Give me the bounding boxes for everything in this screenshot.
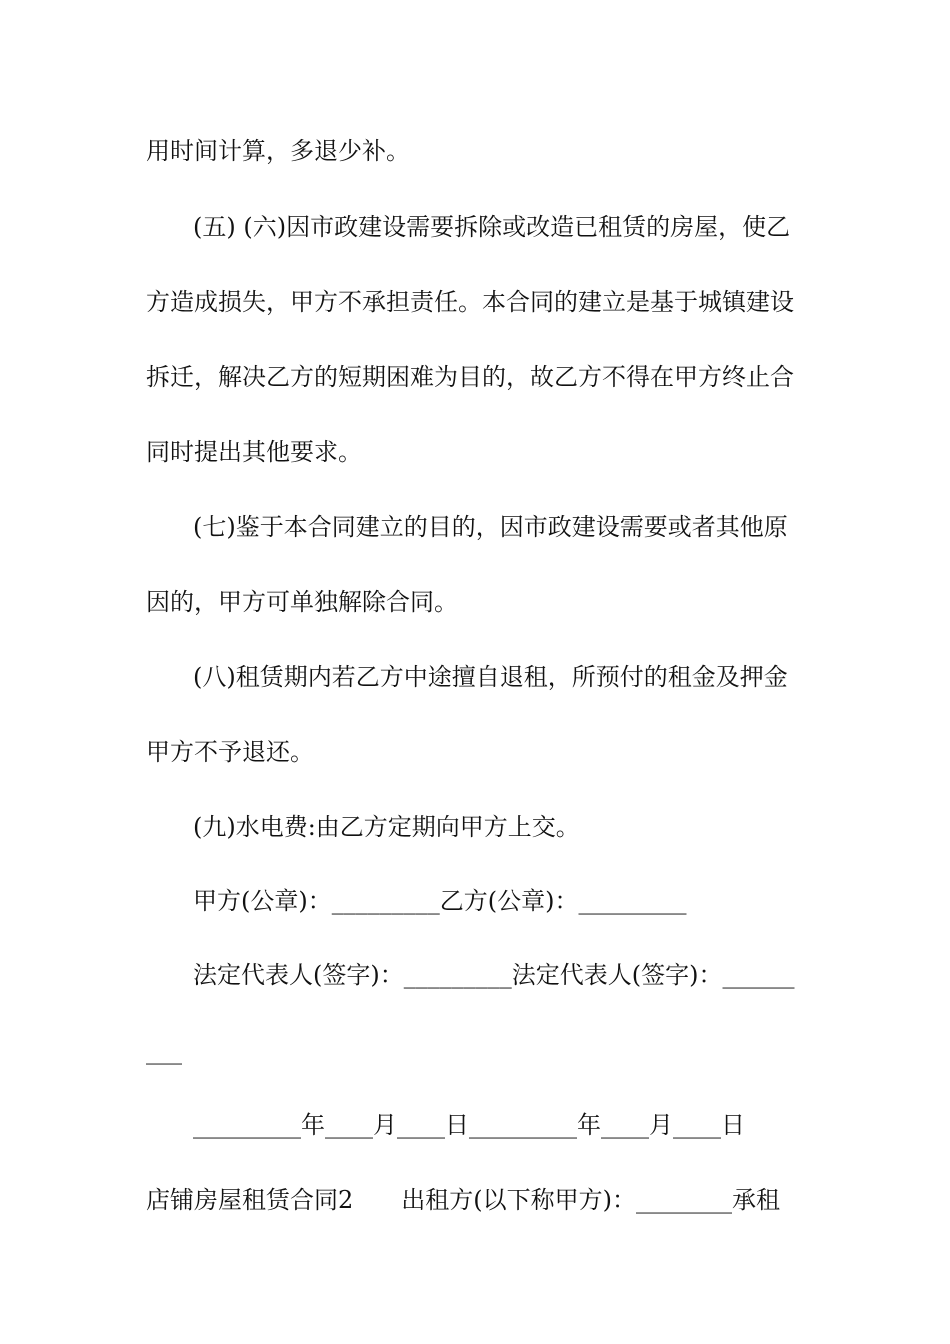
paragraph-line: 甲方不予退还。 [146,738,314,766]
paragraph-line: (七)鉴于本合同建立的目的，因市政建设需要或者其他原 [193,513,788,541]
paragraph-line: 用时间计算，多退少补。 [146,137,410,165]
date-line: _________年____月____日_________年____月____日 [193,1111,745,1139]
signature-line-continuation: ___ [146,1037,182,1065]
next-contract-heading-line: 店铺房屋租赁合同2 出租方(以下称甲方)：________承租 [146,1186,780,1214]
paragraph-line: 因的，甲方可单独解除合同。 [146,588,458,616]
paragraph-line: (八)租赁期内若乙方中途擅自退租，所预付的租金及押金 [193,663,788,691]
paragraph-line: 拆迁，解决乙方的短期困难为目的，故乙方不得在甲方终止合 [146,363,794,391]
signature-line-representative: 法定代表人(签字)：_________法定代表人(签字)：______ [193,961,795,989]
paragraph-line: (五) (六)因市政建设需要拆除或改造已租赁的房屋，使乙 [193,213,791,241]
signature-line-seal: 甲方(公章)：_________乙方(公章)：_________ [193,887,687,915]
paragraph-line: (九)水电费:由乙方定期向甲方上交。 [193,813,580,841]
paragraph-line: 同时提出其他要求。 [146,438,362,466]
paragraph-line: 方造成损失，甲方不承担责任。本合同的建立是基于城镇建设 [146,288,794,316]
